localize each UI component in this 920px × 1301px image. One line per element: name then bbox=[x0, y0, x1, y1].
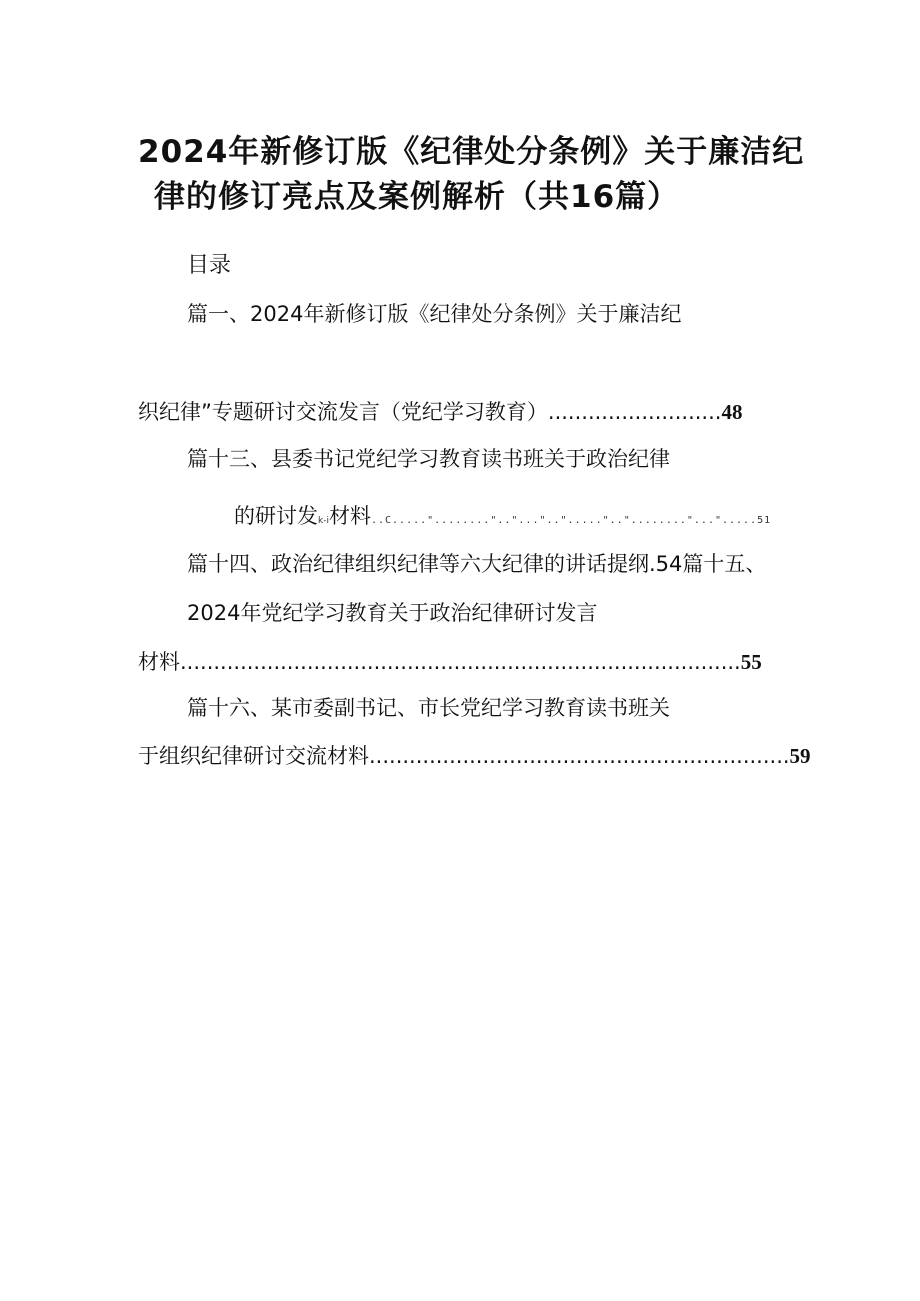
toc-page-number: 48 bbox=[721, 400, 743, 424]
toc-entry-text: 篇一、2024年新修订版《纪律处分条例》关于廉洁纪 bbox=[187, 302, 682, 326]
toc-heading: 目录 bbox=[187, 253, 232, 278]
toc-entry-8[interactable] bbox=[187, 692, 670, 722]
toc-entry-text: 织纪律”专题研讨交流发言（党纪学习教育） bbox=[138, 400, 548, 424]
toc-entry-2[interactable] bbox=[138, 396, 742, 426]
toc-page-number: 51 bbox=[757, 515, 772, 526]
toc-page-number: 59 bbox=[789, 744, 811, 768]
toc-entry-9[interactable] bbox=[138, 740, 811, 770]
document-title-line-1: 2024年新修订版《纪律处分条例》关于廉洁纪 bbox=[138, 134, 805, 170]
toc-entry-3[interactable] bbox=[187, 443, 670, 473]
toc-page-number: 55 bbox=[740, 650, 762, 674]
toc-entry-1[interactable] bbox=[187, 298, 681, 328]
toc-entry-6[interactable] bbox=[187, 597, 597, 627]
toc-entry-text: 篇十三、县委书记党纪学习教育读书班关于政治纪律 bbox=[187, 447, 670, 471]
toc-entry-text-2: 材料 bbox=[328, 504, 371, 528]
toc-entry-text: 的研讨发 bbox=[234, 504, 318, 528]
toc-entry-7[interactable] bbox=[138, 646, 762, 676]
toc-leader-dots: ............................................................... bbox=[369, 744, 790, 768]
toc-entry-text: 于组织纪律研讨交流材料 bbox=[138, 744, 369, 768]
toc-leader-dots: ..C....."........".."..."..".....".."........"..."..... bbox=[370, 515, 758, 526]
toc-entry-5[interactable] bbox=[187, 548, 766, 578]
document-title-line-2: 律的修订亮点及案例解析（共16篇） bbox=[154, 179, 680, 215]
toc-entry-text: 材料 bbox=[138, 650, 180, 674]
toc-entry-4[interactable] bbox=[234, 500, 771, 530]
toc-entry-text: 2024年党纪学习教育关于政治纪律研讨发言 bbox=[187, 601, 598, 625]
toc-leader-dots: .......................... bbox=[547, 400, 722, 424]
toc-leader-dots: .................................................................................... bbox=[180, 650, 741, 674]
toc-stray-marker: k-i bbox=[318, 516, 329, 526]
toc-entry-text: 篇十六、某市委副书记、市长党纪学习教育读书班关 bbox=[187, 696, 670, 720]
toc-entry-text: 篇十四、政治纪律组织纪律等六大纪律的讲话提纲.54篇十五、 bbox=[187, 552, 767, 576]
